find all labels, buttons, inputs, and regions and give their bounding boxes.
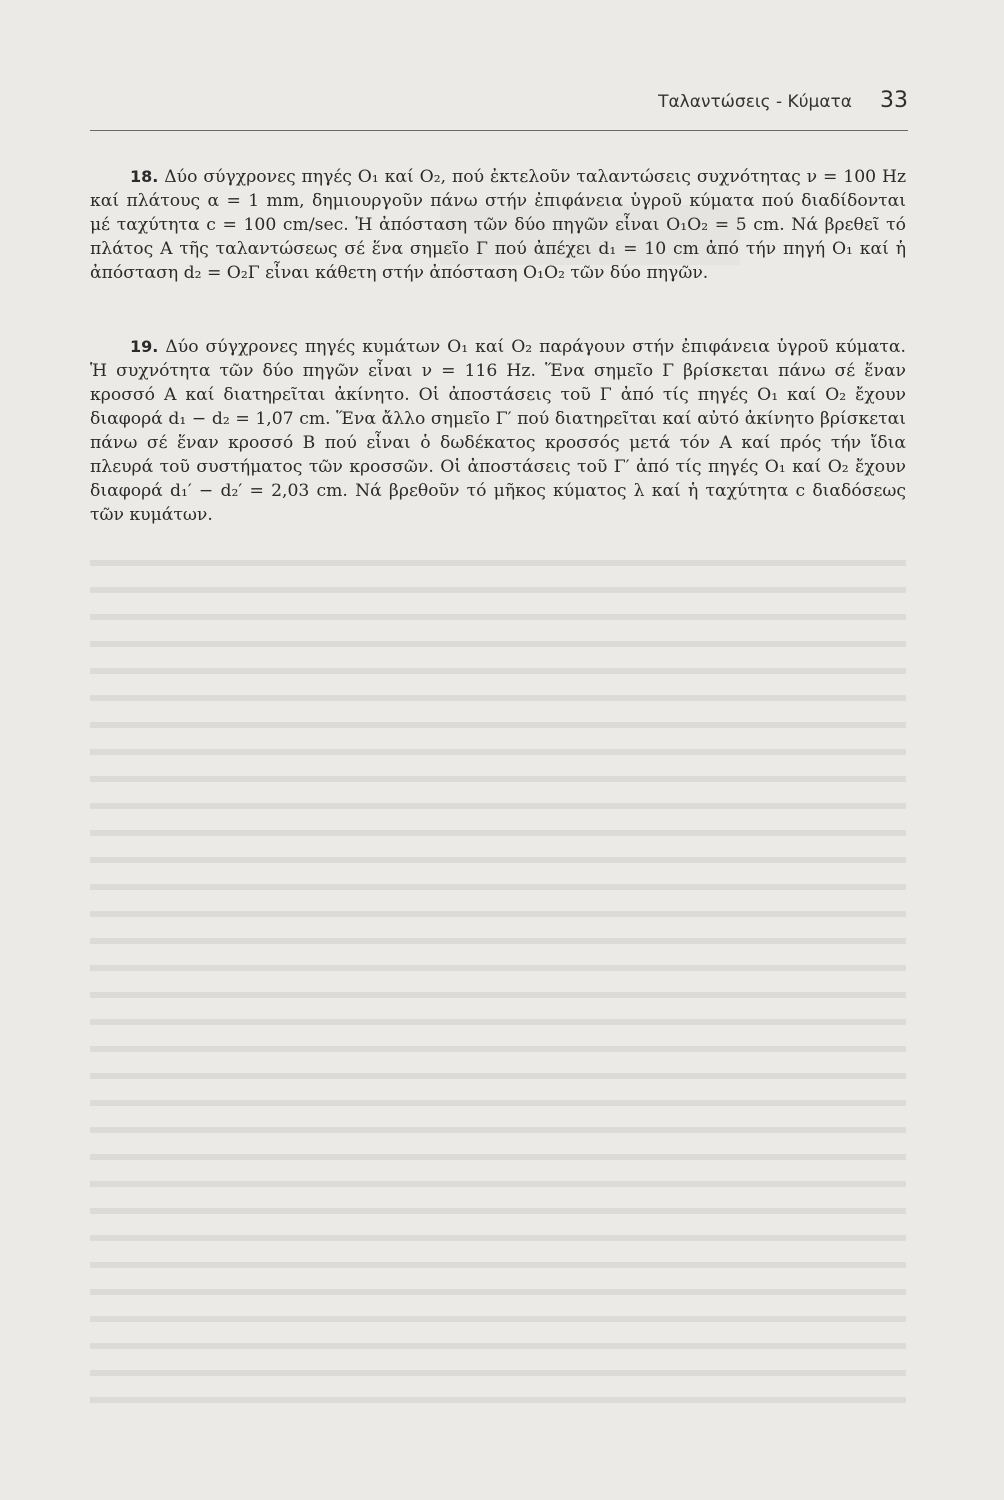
running-head: Ταλαντώσεις - Κύματα — [658, 92, 852, 112]
problem-19 — [90, 335, 906, 527]
problem-text: Δύο σύγχρονες πηγές κυμάτων O₁ καί O₂ παράγουν στήν ἐπιφάνεια ὑγροῦ κύματα. Ἡ συχνότητα τῶν δύο πηγῶν εἶναι ν = 116 Hz. Ἕνα σημεῖο Γ βρίσκεται πάνω σέ ἕναν κροσσό Α καί διατηρεῖται ἀκίνητο. Οἱ ἀποστάσεις τοῦ Γ ἀπό τίς πηγές O₁ καί O₂ ἔχουν διαφορά d₁ − d₂ = 1,07 cm. Ἕνα ἄλλο σημεῖο Γ′ πού διατηρεῖται καί αὐτό ἀκίνητο βρίσκεται πάνω σέ ἕναν κροσσό Β πού εἶναι ὁ δωδέκατος κροσσός μετά τόν Α καί πρός τήν ἴδια πλευρά τοῦ συστήματος τῶν κροσσῶν. Οἱ ἀποστάσεις τοῦ Γ′ ἀπό τίς πηγές O₁ καί O₂ ἔχουν διαφορά d₁′ − d₂′ = 2,03 cm. Νά βρεθοῦν τό μῆκος κύματος λ καί ἡ ταχύτητα c διαδόσεως τῶν κυμάτων. — [90, 337, 907, 525]
bleed-through-reverse-page — [90, 545, 906, 1405]
problem-text: Δύο σύγχρονες πηγές O₁ καί O₂, πού ἐκτελοῦν ταλαντώσεις συχνότητας ν = 100 Hz καί πλάτους α = 1 mm, δημιουργοῦν πάνω στήν ἐπιφάνεια ὑγροῦ κύματα πού διαδίδονται μέ ταχύτητα c = 100 cm/sec. Ἡ ἀπόσταση τῶν δύο πηγῶν εἶναι O₁O₂ = 5 cm. Νά βρεθεῖ τό πλάτος Α τῆς ταλαντώσεως σέ ἕνα σημεῖο Γ πού ἀπέχει d₁ = 10 cm ἀπό τήν πηγή O₁ καί ἡ ἀπόσταση d₂ = O₂Γ εἶναι κάθετη στήν ἀπόσταση O₁O₂ τῶν δύο πηγῶν. — [90, 167, 906, 283]
problem-18 — [90, 165, 906, 285]
page-number: 33 — [880, 88, 908, 113]
problem-number: 19. — [130, 337, 159, 356]
header-rule — [90, 130, 908, 131]
problem-number: 18. — [130, 167, 159, 186]
page-header — [90, 88, 908, 118]
